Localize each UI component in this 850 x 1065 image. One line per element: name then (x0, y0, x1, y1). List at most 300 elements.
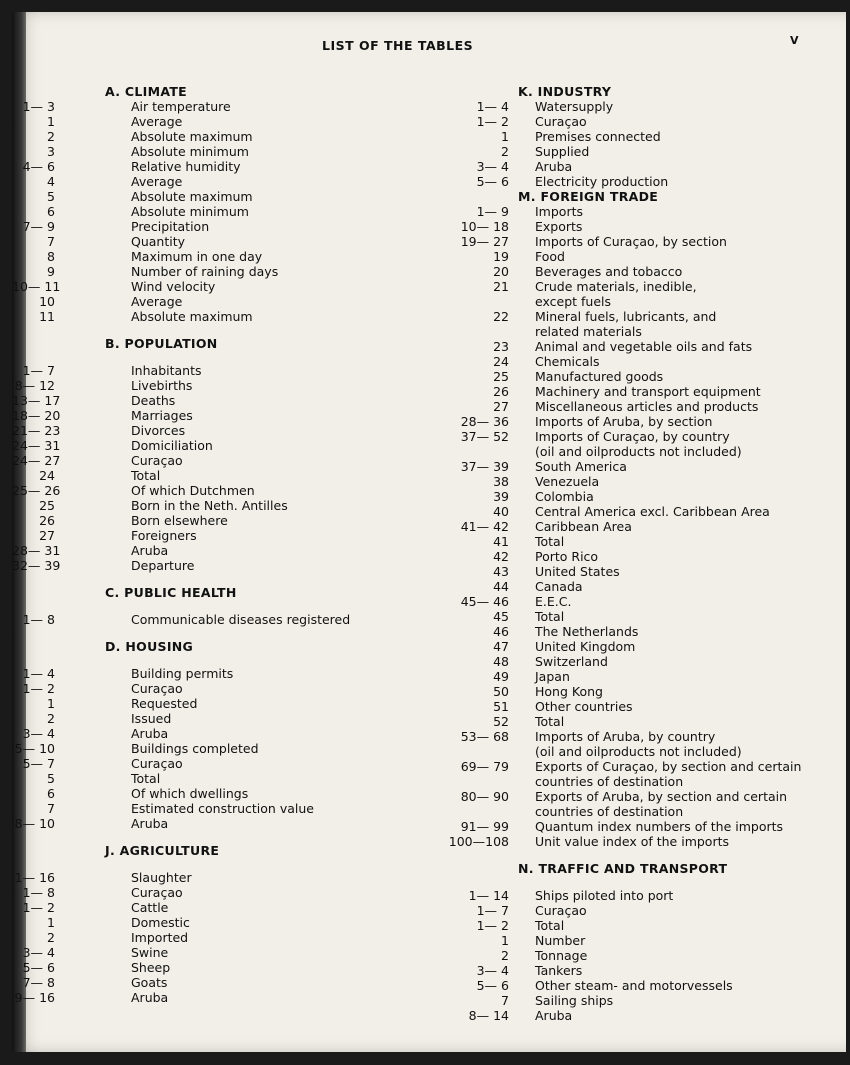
table-number-range: 5— 6 (476, 174, 509, 189)
table-title: Miscellaneous articles and products (535, 399, 759, 414)
table-number-range: 91— 99 (460, 819, 509, 834)
spacer (12, 627, 482, 639)
table-entry (432, 399, 842, 414)
table-number-range: 1— 2 (476, 114, 509, 129)
page-number: V (790, 34, 799, 47)
table-number-range: 3— 4 (476, 159, 509, 174)
table-number-range: 13— 17 (12, 393, 61, 408)
table-entry (432, 159, 842, 174)
table-entry (432, 759, 842, 774)
table-entry (432, 249, 842, 264)
table-number-range: 21— 23 (12, 423, 61, 438)
table-title: Curaçao (131, 681, 183, 696)
table-entry (432, 1008, 842, 1023)
table-number-range: 24— 27 (12, 453, 61, 468)
table-entry (12, 975, 482, 990)
table-title: countries of destination (535, 804, 684, 819)
table-number-range: 43 (493, 564, 509, 579)
table-entry (432, 918, 842, 933)
table-entry (432, 714, 842, 729)
table-title: Divorces (131, 423, 186, 438)
table-title: Relative humidity (131, 159, 241, 174)
table-title: South America (535, 459, 627, 474)
table-entry (12, 363, 482, 378)
table-title: Absolute minimum (131, 204, 249, 219)
section-heading-text: N. TRAFFIC AND TRANSPORT (518, 861, 728, 876)
spacer (432, 849, 842, 861)
table-title: United States (535, 564, 620, 579)
table-title: Curaçao (131, 453, 183, 468)
table-entry (12, 558, 482, 573)
table-entry (432, 384, 842, 399)
table-number-range: 39 (493, 489, 509, 504)
table-number-range: 1— 8 (22, 885, 55, 900)
table-title: Unit value index of the imports (535, 834, 730, 849)
table-entry (432, 309, 842, 324)
table-entry (432, 474, 842, 489)
table-entry (432, 888, 842, 903)
table-number-range: 18— 20 (12, 408, 61, 423)
table-title: Aruba (131, 543, 169, 558)
table-entry (12, 408, 482, 423)
table-entry (432, 504, 842, 519)
table-number-range: 7 (47, 234, 55, 249)
table-entry (12, 159, 482, 174)
table-number-range: 2 (501, 948, 509, 963)
table-title: Absolute maximum (131, 309, 253, 324)
table-entry (12, 438, 482, 453)
table-title: Departure (131, 558, 195, 573)
table-number-range: 45 (493, 609, 509, 624)
table-entry (12, 144, 482, 159)
table-entry (432, 669, 842, 684)
table-title: Premises connected (535, 129, 661, 144)
table-entry (432, 324, 842, 339)
table-title: Buildings completed (131, 741, 259, 756)
table-entry (12, 870, 482, 885)
table-entry (432, 204, 842, 219)
table-title: Slaughter (131, 870, 192, 885)
table-entry (432, 774, 842, 789)
table-title: countries of destination (535, 774, 684, 789)
table-number-range: 8— 10 (14, 816, 55, 831)
table-title: Canada (535, 579, 583, 594)
table-entry (12, 453, 482, 468)
table-title: Exports (535, 219, 583, 234)
table-entry (12, 771, 482, 786)
section-heading (12, 84, 482, 99)
table-title: Sailing ships (535, 993, 614, 1008)
table-title: Requested (131, 696, 198, 711)
table-entry (12, 885, 482, 900)
table-entry (12, 393, 482, 408)
table-entry (12, 174, 482, 189)
table-title: Curaçao (535, 903, 587, 918)
table-number-range: 25— 26 (12, 483, 61, 498)
table-number-range: 10— 18 (460, 219, 509, 234)
table-number-range: 1 (501, 129, 509, 144)
table-title: Caribbean Area (535, 519, 632, 534)
table-entry (432, 744, 842, 759)
table-title: Goats (131, 975, 168, 990)
table-entry (12, 264, 482, 279)
table-entry (12, 513, 482, 528)
table-number-range: 26 (493, 384, 509, 399)
table-number-range: 24 (493, 354, 509, 369)
table-title: Communicable diseases registered (131, 612, 351, 627)
table-number-range: 47 (493, 639, 509, 654)
table-title: Number (535, 933, 586, 948)
table-entry (432, 978, 842, 993)
table-entry (432, 129, 842, 144)
section-heading (12, 639, 482, 654)
table-number-range: 1— 8 (22, 612, 55, 627)
table-number-range: 27 (493, 399, 509, 414)
table-number-range: 37— 39 (460, 459, 509, 474)
table-title: E.E.C. (535, 594, 572, 609)
table-number-range: 28— 36 (460, 414, 509, 429)
table-title: Exports of Curaçao, by section and certain (535, 759, 802, 774)
table-title: Air temperature (131, 99, 231, 114)
table-title: Born in the Neth. Antilles (131, 498, 288, 513)
table-entry (432, 444, 842, 459)
table-number-range: 69— 79 (460, 759, 509, 774)
table-number-range: 3— 4 (22, 726, 55, 741)
table-number-range: 24— 31 (12, 438, 61, 453)
table-number-range: 19— 27 (460, 234, 509, 249)
spacer (12, 858, 482, 870)
table-number-range: 1 (47, 696, 55, 711)
table-number-range: 23 (493, 339, 509, 354)
table-title: Issued (131, 711, 172, 726)
table-entry (12, 294, 482, 309)
section-heading-text: D. HOUSING (105, 639, 194, 654)
table-title: Livebirths (131, 378, 193, 393)
table-entry (12, 378, 482, 393)
table-title: Sheep (131, 960, 171, 975)
page-title: LIST OF THE TABLES (322, 38, 474, 53)
table-entry (12, 498, 482, 513)
table-number-range: 7 (501, 993, 509, 1008)
table-number-range: 38 (493, 474, 509, 489)
table-entry (12, 219, 482, 234)
table-number-range: 80— 90 (460, 789, 509, 804)
table-number-range: 5— 6 (22, 960, 55, 975)
table-number-range: 1— 4 (22, 666, 55, 681)
spacer (12, 600, 482, 612)
table-number-range: 2 (47, 930, 55, 945)
table-title: Quantity (131, 234, 186, 249)
table-entry (432, 489, 842, 504)
table-title: Precipitation (131, 219, 210, 234)
table-entry (12, 801, 482, 816)
table-number-range: 28— 31 (12, 543, 61, 558)
table-title: Crude materials, inedible, (535, 279, 697, 294)
table-entry (12, 423, 482, 438)
table-entry (432, 834, 842, 849)
table-title: Porto Rico (535, 549, 599, 564)
table-entry (432, 729, 842, 744)
table-title: Tonnage (535, 948, 588, 963)
table-entry (432, 948, 842, 963)
section-heading (432, 189, 842, 204)
table-entry (432, 609, 842, 624)
table-title: Deaths (131, 393, 176, 408)
table-title: Chemicals (535, 354, 600, 369)
section-heading (432, 84, 842, 99)
table-number-range: 41 (493, 534, 509, 549)
table-entry (432, 579, 842, 594)
table-number-range: 7 (47, 801, 55, 816)
table-number-range: 22 (493, 309, 509, 324)
table-entry (432, 429, 842, 444)
table-title: Aruba (131, 816, 169, 831)
table-entry (12, 681, 482, 696)
table-number-range: 27 (39, 528, 55, 543)
table-title: Absolute maximum (131, 189, 253, 204)
table-title: Born elsewhere (131, 513, 228, 528)
table-entry (12, 249, 482, 264)
table-number-range: 53— 68 (460, 729, 509, 744)
table-title: Total (535, 714, 565, 729)
table-number-range: 1— 7 (22, 363, 55, 378)
table-title: Inhabitants (131, 363, 202, 378)
table-title: Supplied (535, 144, 590, 159)
table-entry (12, 189, 482, 204)
table-entry (432, 699, 842, 714)
table-number-range: 1— 9 (476, 204, 509, 219)
table-title: Average (131, 294, 183, 309)
table-entry (432, 963, 842, 978)
table-entry (12, 234, 482, 249)
table-entry (12, 726, 482, 741)
table-title: except fuels (535, 294, 612, 309)
table-entry (432, 294, 842, 309)
table-number-range: 4— 6 (22, 159, 55, 174)
table-entry (12, 309, 482, 324)
table-entry (432, 234, 842, 249)
table-entry (12, 666, 482, 681)
table-number-range: 8 (47, 249, 55, 264)
table-entry (12, 129, 482, 144)
section-heading-text: A. CLIMATE (105, 84, 188, 99)
table-entry (432, 684, 842, 699)
table-title: Manufactured goods (535, 369, 664, 384)
table-title: Food (535, 249, 565, 264)
table-number-range: 2 (47, 129, 55, 144)
table-title: Japan (535, 669, 570, 684)
section-heading-text: K. INDUSTRY (518, 84, 612, 99)
table-title: Number of raining days (131, 264, 279, 279)
table-title: Aruba (131, 990, 169, 1005)
table-entry (12, 816, 482, 831)
table-number-range: 9— 16 (14, 990, 55, 1005)
table-entry (432, 594, 842, 609)
spacer (12, 654, 482, 666)
table-number-range: 3 (47, 144, 55, 159)
table-number-range: 20 (493, 264, 509, 279)
table-title: Exports of Aruba, by section and certain (535, 789, 788, 804)
table-title: Hong Kong (535, 684, 603, 699)
table-number-range: 5 (47, 771, 55, 786)
section-heading (12, 585, 482, 600)
table-title: The Netherlands (535, 624, 639, 639)
table-number-range: 52 (493, 714, 509, 729)
table-number-range: 5— 10 (14, 741, 55, 756)
table-title: Animal and vegetable oils and fats (535, 339, 753, 354)
table-title: Curaçao (535, 114, 587, 129)
table-title: Total (131, 771, 161, 786)
table-title: Domestic (131, 915, 190, 930)
table-entry (432, 624, 842, 639)
table-entry (432, 549, 842, 564)
table-title: Absolute minimum (131, 144, 249, 159)
table-entry (432, 354, 842, 369)
table-entry (432, 264, 842, 279)
table-number-range: 1— 2 (22, 681, 55, 696)
table-title: Quantum index numbers of the imports (535, 819, 784, 834)
table-number-range: 42 (493, 549, 509, 564)
table-number-range: 10 (39, 294, 55, 309)
table-number-range: 44 (493, 579, 509, 594)
table-title: Central America excl. Caribbean Area (535, 504, 770, 519)
table-entry (12, 279, 482, 294)
left-column (12, 84, 482, 1005)
table-title: Beverages and tobacco (535, 264, 683, 279)
table-number-range: 49 (493, 669, 509, 684)
table-title: Domiciliation (131, 438, 213, 453)
table-title: Imports of Aruba, by country (535, 729, 716, 744)
table-number-range: 46 (493, 624, 509, 639)
table-title: Average (131, 114, 183, 129)
section-heading-text: C. PUBLIC HEALTH (105, 585, 237, 600)
table-number-range: 5— 6 (476, 978, 509, 993)
table-title: Imports (535, 204, 583, 219)
table-entry (12, 786, 482, 801)
section-heading-text: M. FOREIGN TRADE (518, 189, 659, 204)
table-entry (432, 174, 842, 189)
table-number-range: 24 (39, 468, 55, 483)
table-entry (12, 741, 482, 756)
table-entry (432, 903, 842, 918)
table-number-range: 1— 2 (22, 900, 55, 915)
table-number-range: 10— 11 (12, 279, 61, 294)
section-heading-text: B. POPULATION (105, 336, 218, 351)
table-title: Estimated construction value (131, 801, 314, 816)
table-title: Building permits (131, 666, 234, 681)
table-number-range: 7— 9 (22, 219, 55, 234)
table-number-range: 25 (493, 369, 509, 384)
table-entry (432, 114, 842, 129)
table-entry (12, 114, 482, 129)
table-entry (12, 900, 482, 915)
table-entry (432, 414, 842, 429)
table-entry (12, 468, 482, 483)
table-number-range: 6 (47, 204, 55, 219)
table-number-range: 19 (493, 249, 509, 264)
table-number-range: 40 (493, 504, 509, 519)
table-title: Wind velocity (131, 279, 216, 294)
table-entry (432, 819, 842, 834)
table-title: Total (535, 918, 565, 933)
table-entry (12, 930, 482, 945)
table-number-range: 1— 7 (476, 903, 509, 918)
table-title: Total (535, 534, 565, 549)
table-number-range: 1 (501, 933, 509, 948)
table-number-range: 8— 14 (468, 1008, 509, 1023)
table-entry (432, 654, 842, 669)
table-title: Aruba (535, 159, 573, 174)
table-title: Of which dwellings (131, 786, 249, 801)
table-title: Curaçao (131, 756, 183, 771)
table-entry (12, 960, 482, 975)
table-number-range: 11 (39, 309, 55, 324)
table-number-range: 1— 16 (14, 870, 55, 885)
table-title: Aruba (535, 1008, 573, 1023)
table-number-range: 9 (47, 264, 55, 279)
section-heading (12, 336, 482, 351)
table-number-range: 3— 4 (22, 945, 55, 960)
table-title: Curaçao (131, 885, 183, 900)
table-number-range: 4 (47, 174, 55, 189)
table-title: Electricity production (535, 174, 669, 189)
spacer (12, 324, 482, 336)
table-number-range: 5 (47, 189, 55, 204)
table-title: Marriages (131, 408, 193, 423)
table-title: Cattle (131, 900, 169, 915)
table-entry (432, 279, 842, 294)
table-number-range: 5— 7 (22, 756, 55, 771)
table-title: Absolute maximum (131, 129, 253, 144)
spacer (432, 876, 842, 888)
table-title: United Kingdom (535, 639, 636, 654)
table-title: Total (131, 468, 161, 483)
table-title: Foreigners (131, 528, 197, 543)
spacer (12, 831, 482, 843)
spacer (12, 573, 482, 585)
table-title: Ships piloted into port (535, 888, 674, 903)
table-entry (432, 219, 842, 234)
document-page (12, 12, 846, 1052)
table-number-range: 50 (493, 684, 509, 699)
table-number-range: 32— 39 (12, 558, 61, 573)
table-entry (432, 459, 842, 474)
table-number-range: 48 (493, 654, 509, 669)
table-number-range: 1 (47, 915, 55, 930)
table-entry (432, 519, 842, 534)
table-title: Watersupply (535, 99, 614, 114)
table-number-range: 8— 12 (14, 378, 55, 393)
table-number-range: 1— 4 (476, 99, 509, 114)
table-title: Aruba (131, 726, 169, 741)
table-entry (432, 804, 842, 819)
table-entry (432, 564, 842, 579)
table-entry (432, 339, 842, 354)
table-entry (432, 534, 842, 549)
spacer (12, 351, 482, 363)
table-number-range: 25 (39, 498, 55, 513)
table-number-range: 1 (47, 114, 55, 129)
table-number-range: 21 (493, 279, 509, 294)
table-title: Switzerland (535, 654, 608, 669)
table-number-range: 1— 14 (468, 888, 509, 903)
table-title: Other steam- and motorvessels (535, 978, 733, 993)
table-entry (12, 990, 482, 1005)
table-entry (12, 483, 482, 498)
table-number-range: 2 (501, 144, 509, 159)
table-number-range: 51 (493, 699, 509, 714)
table-number-range: 2 (47, 711, 55, 726)
